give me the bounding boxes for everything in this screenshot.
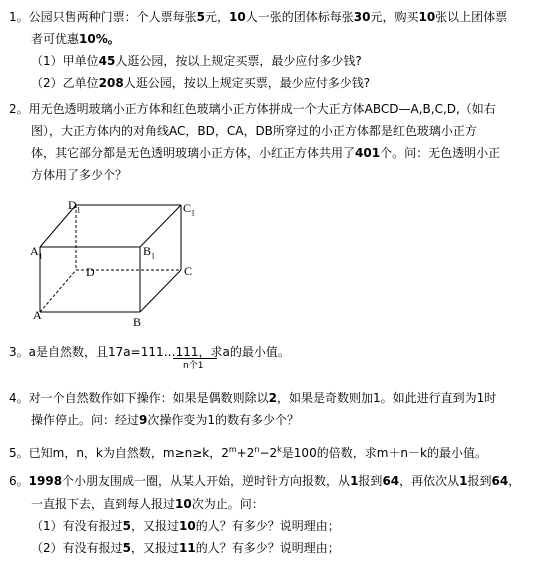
problem-5-text: −2	[259, 446, 278, 460]
question-text: （2）有没有报过	[31, 541, 123, 555]
exponent: k	[277, 445, 282, 454]
count-start: 1	[459, 474, 468, 488]
problem-6-text: ，再依次从	[399, 474, 460, 488]
problem-1-text: 张以上团体票	[435, 10, 508, 24]
discount: 10%。	[79, 32, 120, 46]
repunit: 111…111	[140, 345, 199, 359]
count-end: 64	[491, 474, 509, 488]
question-number: 10	[179, 519, 196, 533]
problem-4-text: 次操作变为1的数有多少个？	[147, 413, 300, 427]
problem-2-text: 体，其它部分都是无色透明玻璃小正方体，小红正方体共用了	[31, 146, 356, 160]
problem-4-line-2	[31, 412, 299, 428]
problem-6-text: 报到	[467, 474, 492, 488]
group-size: 10	[229, 10, 246, 24]
red-cube-count: 401	[355, 146, 381, 160]
problem-4-text: ，如果是奇数则加	[277, 391, 374, 405]
problem-1-question-2	[31, 75, 370, 91]
question-text: （1）有没有报过	[31, 519, 123, 533]
problem-6-question-2	[31, 540, 340, 556]
problem-4-text: 1时	[476, 391, 497, 405]
vertex-label-a1: $A_1$	[30, 244, 43, 261]
problem-4-text: 对一个自然数作如下操作：如果是偶数则除以	[28, 391, 269, 405]
question-text: 人逛公园，按以上规定买票，最少应付多少钱?	[123, 76, 371, 90]
problem-6-text: 个小朋友围成一圈，从某人开始，逆时针方向报数，从	[62, 474, 351, 488]
question-text: ，又报过	[131, 541, 180, 555]
problem-6-line-2	[31, 496, 264, 512]
problem-5-text: 是100的倍数，求m＋n－k的最小值。	[281, 446, 487, 460]
question-number: 208	[98, 76, 124, 90]
problem-1-number: 1。	[9, 10, 29, 24]
vertex-label-a: A	[33, 308, 42, 322]
cube-edge	[140, 270, 181, 312]
operation-count: 9	[139, 413, 148, 427]
cube-edge-hidden	[40, 270, 76, 312]
vertex-label-d1: $D_1$	[68, 198, 81, 215]
problem-3-text: a是自然数，且17a=	[28, 345, 141, 359]
problem-3-text: ，求a的最小值。	[198, 345, 290, 359]
children-count: 1998	[28, 474, 63, 488]
problem-6-text: 报到	[358, 474, 383, 488]
question-text: 的人？有多少？说明理由；	[195, 541, 340, 555]
question-number: 5	[122, 519, 131, 533]
problem-2-line-2	[31, 123, 477, 139]
problem-1-text: 元，购买	[370, 10, 419, 24]
problem-4-text: 操作停止。问：经过	[31, 413, 140, 427]
rounds: 10	[175, 497, 192, 511]
problem-1-text: 者可优惠	[31, 32, 80, 46]
problem-2-text: 个。问：无色透明小正	[380, 146, 501, 160]
problem-1-question-1	[31, 53, 362, 69]
problem-4-number: 4。	[9, 391, 29, 405]
problem-5-number: 5。	[9, 446, 29, 460]
problem-2-line-4	[31, 167, 127, 183]
problem-2-text: 方体用了多少个？	[31, 168, 128, 182]
problem-5-text: +2	[236, 446, 255, 460]
exponent: m	[228, 445, 237, 454]
cube-edge	[140, 205, 181, 247]
problem-1-text: 人一张的团体标每张	[245, 10, 354, 24]
question-text: （1）甲单位	[31, 54, 99, 68]
count-end: 64	[382, 474, 400, 488]
problem-5-text: 已知m，n，k为自然数，m≥n≥k，2	[28, 446, 229, 460]
problem-6-line-1	[9, 473, 520, 489]
question-number: 5	[122, 541, 131, 555]
vertex-label-c1: $C_1$	[183, 201, 196, 218]
question-text: 人逛公园，按以上规定买票，最少应付多少钱?	[115, 54, 362, 68]
problem-1-line-2	[31, 31, 120, 47]
problem-2-text: 图），大正方体内的对角线AC，BD，CA，DB所穿过的小正方体都是红色玻璃小正方	[31, 124, 477, 138]
vertex-label-c: C	[184, 264, 193, 278]
problem-1-text: 公园只售两种门票：个人票每张	[28, 10, 197, 24]
problem-5-line	[9, 442, 487, 461]
vertex-label-b: B	[133, 315, 142, 329]
problem-6-text: ，	[508, 474, 521, 488]
problem-2-line-1	[9, 101, 496, 117]
problem-2-number: 2。	[9, 102, 29, 116]
problem-6-number: 6。	[9, 474, 29, 488]
problem-2-line-3	[31, 145, 500, 161]
problem-6-question-1	[31, 518, 340, 534]
count-start: 1	[350, 474, 359, 488]
price-individual: 5	[196, 10, 206, 24]
question-text: （2）乙单位	[31, 76, 99, 90]
exponent: n	[254, 445, 260, 454]
problem-3-number: 3。	[9, 345, 29, 359]
problem-1-line-1	[9, 9, 507, 25]
problem-6-text: 一直报下去，直到每人报过	[31, 497, 176, 511]
threshold: 10	[418, 10, 436, 24]
problem-1-text: 元，	[205, 10, 230, 24]
problem-4-text: 1。如此进行直到为	[373, 391, 477, 405]
underbrace	[173, 358, 217, 359]
divisor: 2	[268, 391, 278, 405]
problem-4-line-1	[9, 390, 496, 406]
problem-6-text: 次为止。问：	[191, 497, 264, 511]
cube-diagram	[28, 195, 203, 335]
price-group: 30	[353, 10, 371, 24]
repunit-count-label: n个1	[183, 361, 204, 371]
problem-2-text: 用无色透明玻璃小正方体和红色玻璃小正方体拼成一个大正方体ABCD—A,B,C,D,（如右	[28, 102, 496, 116]
question-number: 11	[179, 541, 196, 555]
question-number: 45	[98, 54, 116, 68]
problem-3-line	[9, 344, 290, 360]
vertex-label-d: D	[86, 265, 95, 279]
question-text: ，又报过	[131, 519, 180, 533]
question-text: 的人？有多少？说明理由；	[195, 519, 340, 533]
vertex-label-b1: $B_1$	[143, 244, 156, 261]
